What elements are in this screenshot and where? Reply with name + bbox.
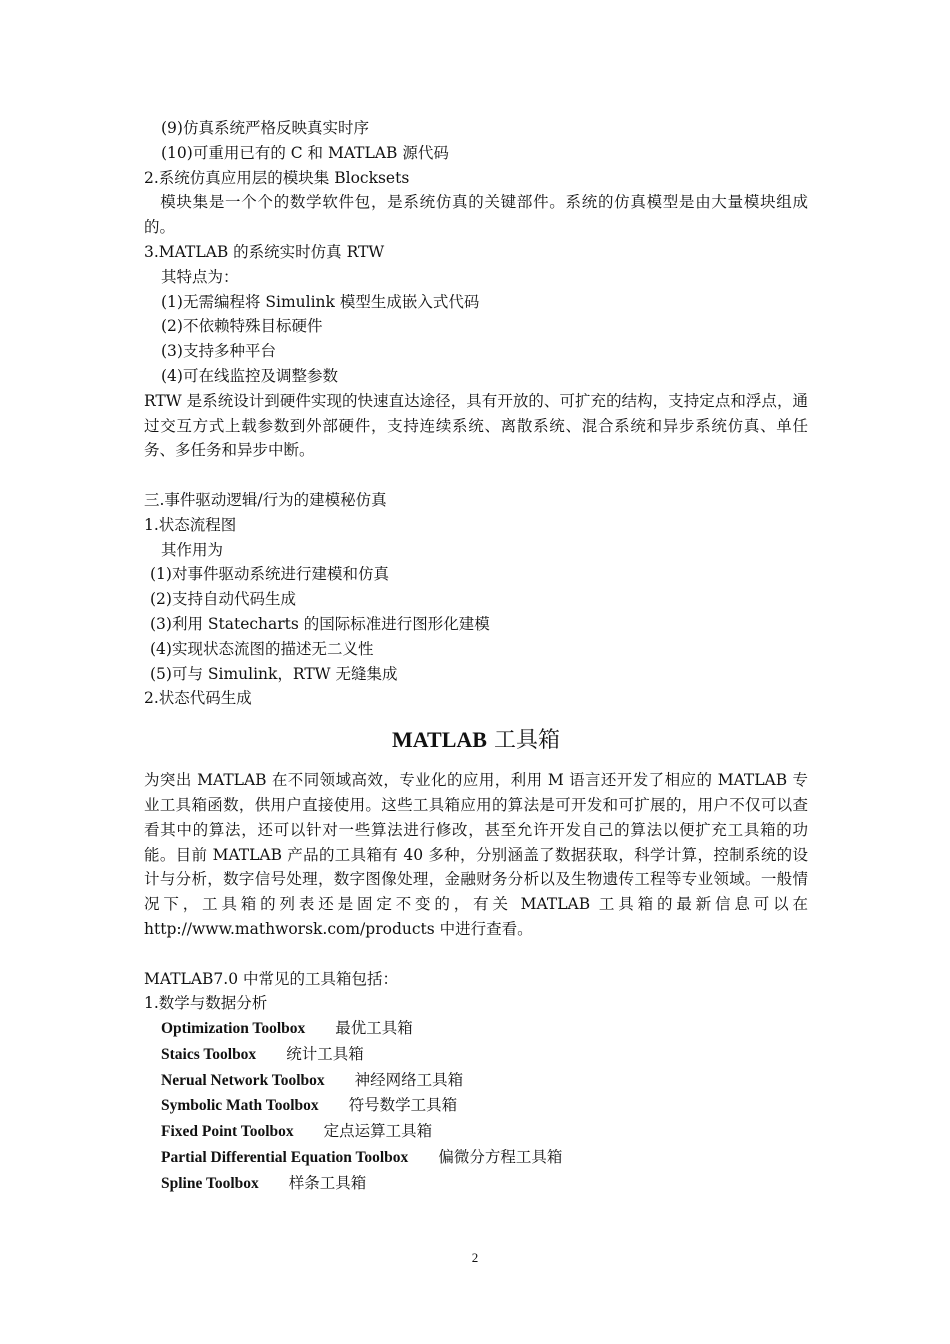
list-item: (5)可与 Simulink，RTW 无缝集成: [150, 664, 398, 683]
spacer: [144, 463, 808, 488]
toolbox-item: [144, 1093, 808, 1119]
toolbox-name-cn: 符号数学工具箱: [348, 1096, 458, 1115]
page-title: [144, 725, 808, 756]
toolbox-name-cn: 定点运算工具箱: [323, 1122, 433, 1141]
title-bold: MATLAB: [392, 727, 487, 753]
toolbox-list-intro: MATLAB7.0 中常见的工具箱包括：: [144, 969, 399, 988]
list-item: (2)不依赖特殊目标硬件: [161, 317, 323, 336]
toolbox-name: Staics Toolbox: [161, 1045, 257, 1063]
toolbox-name: Symbolic Math Toolbox: [161, 1097, 319, 1115]
list-item: (3)支持多种平台: [161, 342, 276, 361]
toolbox-name-cn: 偏微分方程工具箱: [438, 1148, 563, 1167]
list-item: (4)可在线监控及调整参数: [161, 366, 338, 385]
toolbox-name: Nerual Network Toolbox: [161, 1071, 325, 1089]
subsection-heading: 2.状态代码生成: [144, 689, 252, 708]
toolbox-name-cn: 最优工具箱: [335, 1019, 413, 1038]
list-item: (10)可重用已有的 C 和 MATLAB 源代码: [161, 143, 449, 162]
event-driven-section: [144, 488, 808, 711]
paragraph-blocksets: 模块集是一个个的数学软件包，是系统仿真的关键部件。系统的仿真模型是由大量模块组成的。: [144, 193, 808, 237]
list-intro: 其作用为: [161, 540, 224, 559]
title-rest: 工具箱: [486, 728, 560, 754]
section-heading: 三.事件驱动逻辑/行为的建模秘仿真: [144, 490, 387, 509]
toolbox-item: [144, 1068, 808, 1094]
toolbox-item: [144, 1171, 808, 1197]
toolbox-name: Fixed Point Toolbox: [161, 1123, 294, 1141]
toolbox-item: [144, 1119, 808, 1145]
toolbox-name-cn: 神经网络工具箱: [354, 1070, 464, 1089]
toolbox-name: Partial Differential Equation Toolbox: [161, 1149, 409, 1167]
document-page: [144, 116, 808, 1197]
toolbox-name-cn: 统计工具箱: [286, 1044, 364, 1063]
toolbox-list: [144, 1016, 808, 1197]
list-item: (4)实现状态流图的描述无二义性: [150, 639, 374, 658]
rtw-section: [144, 240, 808, 389]
toolbox-category: 1.数学与数据分析: [144, 994, 268, 1013]
toolbox-name-cn: 样条工具箱: [288, 1173, 367, 1192]
toolbox-name: Optimization Toolbox: [161, 1020, 306, 1038]
subsection-heading: 1.状态流程图: [144, 515, 237, 534]
section-heading: 3.MATLAB 的系统实时仿真 RTW: [144, 242, 385, 261]
paragraph-rtw: RTW 是系统设计到硬件实现的快速直达途径，具有开放的、可扩充的结构，支持定点和浮点，通过交互方式上载参数到外部硬件，支持连续系统、离散系统、混合系统和异步系统仿真、单任务、多任务和异步中断。: [144, 391, 808, 460]
list-item: (1)无需编程将 Simulink 模型生成嵌入式代码: [161, 292, 480, 311]
list-item: (1)对事件驱动系统进行建模和仿真: [150, 565, 389, 584]
list-intro: 其特点为：: [161, 267, 239, 286]
list-item: (9)仿真系统严格反映真实时序: [161, 119, 369, 137]
list-item: (3)利用 Statecharts 的国际标准进行图形化建模: [150, 614, 490, 633]
feature-list-continued: [144, 116, 808, 190]
list-item: (2)支持自动代码生成: [150, 590, 296, 609]
toolbox-item: [144, 1042, 808, 1068]
toolbox-item: [144, 1016, 808, 1042]
toolbox-item: [144, 1145, 808, 1171]
paragraph-toolbox-intro: 为突出 MATLAB 在不同领域高效，专业化的应用，利用 M 语言还开发了相应的 MATLAB 专业工具箱函数，供用户直接使用。这些工具箱应用的算法是可开发和可扩展的，用户不仅可以查看其中的算法，还可以针对一些算法进行修改，甚至允许开发自己的算法以便扩充工具箱的功能。目前 MATLAB 产品的工具箱有 40 多种，分别涵盖了数据获取，科学计算，控制系统的设计与分析，数字信号处理，数字图像处理，金融财务分析以及生物遗传工程等专业领域。一般情况下，工具箱的列表还是固定不变的，有关 MATLAB 工具箱的最新信息可以在 http://www.mathworsk.com/products 中进行查看。: [144, 771, 808, 938]
toolbox-name: Spline Toolbox: [161, 1174, 259, 1192]
spacer: [144, 942, 808, 967]
page-number: 2: [471, 1250, 479, 1265]
section-heading: 2.系统仿真应用层的模块集 Blocksets: [144, 168, 410, 187]
